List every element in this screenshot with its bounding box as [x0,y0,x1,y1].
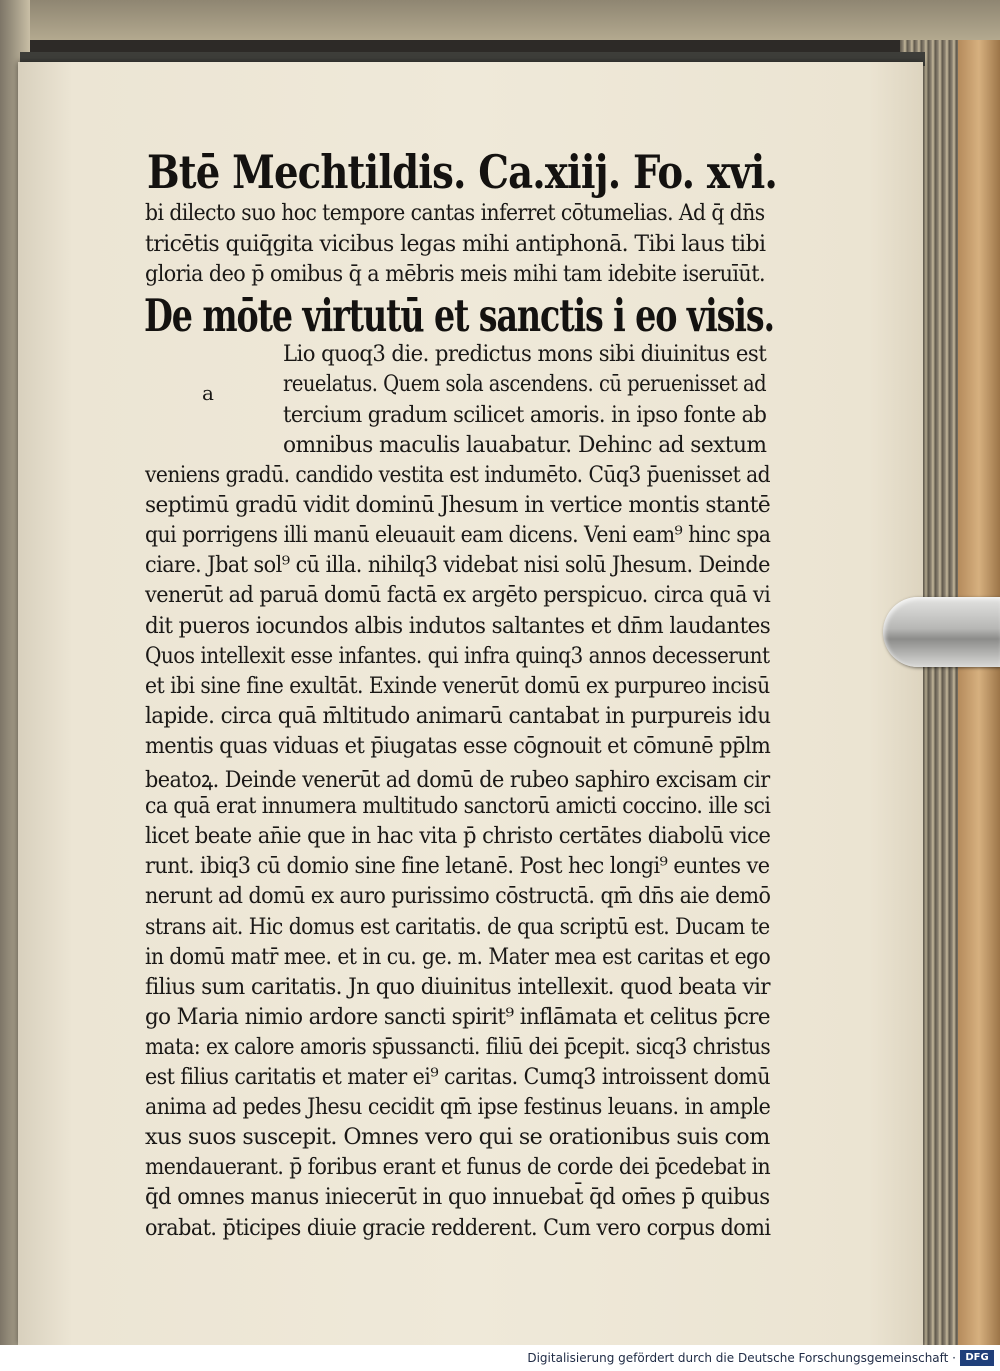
text-line: mentis quas viduas et p̄iugatas esse cōgnouit et cōmunē pp̄lm [145,732,771,759]
text-line: licet beate an̄ie que in hac vita p̄ christo certātes diabolū vice [145,823,771,850]
text-line: ca quā erat innumera multitudo sanctorū amicti coccino. ille sci [145,793,771,820]
text-line: mata: ex calore amoris sp̄ussancti. filiū dei p̄cepit. sicq3 christus [145,1033,771,1060]
book-board-edge [958,40,1000,1345]
text-line: filius sum caritatis. Jn quo diuinitus intellexit. quod beata vir [145,973,770,1000]
text-line: est filius caritatis et mater ei⁹ caritas. Cumq3 introissent domū [145,1064,771,1090]
text-line: omnibus maculis lauabatur. Dehinc ad sextum [283,431,767,458]
text-line: bi dilecto suo hoc tempore cantas inferret cōtumelias. Ad q̄ dn̄s [145,200,765,226]
text-line: in domū matr̄ mee. et in cu. ge. m. Mater mea est caritas et ego [145,943,771,970]
text-line: tercium gradum scilicet amoris. in ipso fonte ab [283,401,767,428]
text-line: runt. ibiq3 cū domio sine fine letanē. Post hec longi⁹ euntes ve [145,853,770,880]
text-line: strans ait. Hic domus est caritatis. de qua scriptū est. Ducam te [145,913,770,940]
dfg-logo: DFG [960,1350,994,1366]
running-head: Btē Mechtildis. Ca.xiij. Fo. xvi. [147,145,777,199]
text-line: orabat. p̄ticipes diuie gracie redderent. Cum vero corpus domi [145,1214,771,1241]
text-line: septimū gradū vidit dominū Jhesum in vertice montis stantē [145,492,771,519]
text-line: beatoꝝ. Deinde venerūt ad domū de rubeo saphiro excisam cir [145,767,770,793]
text-line: ciare. Jbat sol⁹ cū illa. nihilq3 videbat nisi solū Jhesum. Deinde [145,552,770,579]
text-line: Lio quoq3 die. predictus mons sibi diuinitus est [283,341,767,367]
text-line: Quos intellexit esse infantes. qui infra quinq3 annos decesserunt [145,642,770,669]
text-line: tricētis quiq̄gita vicibus legas mihi antiphonā. Tibi laus tibi [145,230,766,257]
text-line: go Maria nimio ardore sancti spirit⁹ inflāmata et celitus p̄cre [145,1003,770,1030]
margin-letter: a [202,381,214,405]
chapter-heading: De mōte virtutū et sanctis i eo visis. [144,289,774,342]
text-line: q̄d omnes manus iniecerūt in quo innuebat̄ q̄d om̄es p̄ quibus [145,1184,770,1211]
text-line: mendauerant. p̄ foribus erant et funus de corde dei p̄cedebat in [145,1154,771,1181]
text-line: xus suos suscepit. Omnes vero qui se orationibus suis com [145,1124,770,1151]
text-line: dit pueros iocundos albis indutos saltantes et dn̄m laudantes [145,612,771,639]
text-line: reuelatus. Quem sola ascendens. cū peruenisset ad [283,371,767,398]
footer-credit: Digitalisierung gefördert durch die Deutsche Forschungsgemeinschaft · [527,1351,956,1365]
text-line: venerūt ad paruā domū factā ex argēto perspicuo. circa quā vi [145,582,771,609]
text-line: qui porrigens illi manū eleuauit eam dicens. Veni eam⁹ hinc spa [145,522,771,549]
text-line: veniens gradū. candido vestita est indumēto. Cūq3 p̄uenisset ad [145,462,771,488]
text-line: et ibi sine fine exultāt. Exinde venerūt domū ex purpureo incisū [145,672,770,699]
text-line: lapide. circa quā m̄ltitudo animarū cantabat in purpureis idu [145,702,771,729]
text-line: anima ad pedes Jhesu cecidit qm̄ ipse festinus leuans. in ample [145,1094,771,1121]
book-cover-top [0,0,1000,40]
text-line: nerunt ad domū ex auro purissimo cōstructā. qm̄ dn̄s aie demō [145,883,771,910]
page-clip [883,597,1000,667]
text-line: gloria deo p̄ omibus q̄ a mēbris meis mihi tam idebite iseruīūt. [145,261,766,287]
